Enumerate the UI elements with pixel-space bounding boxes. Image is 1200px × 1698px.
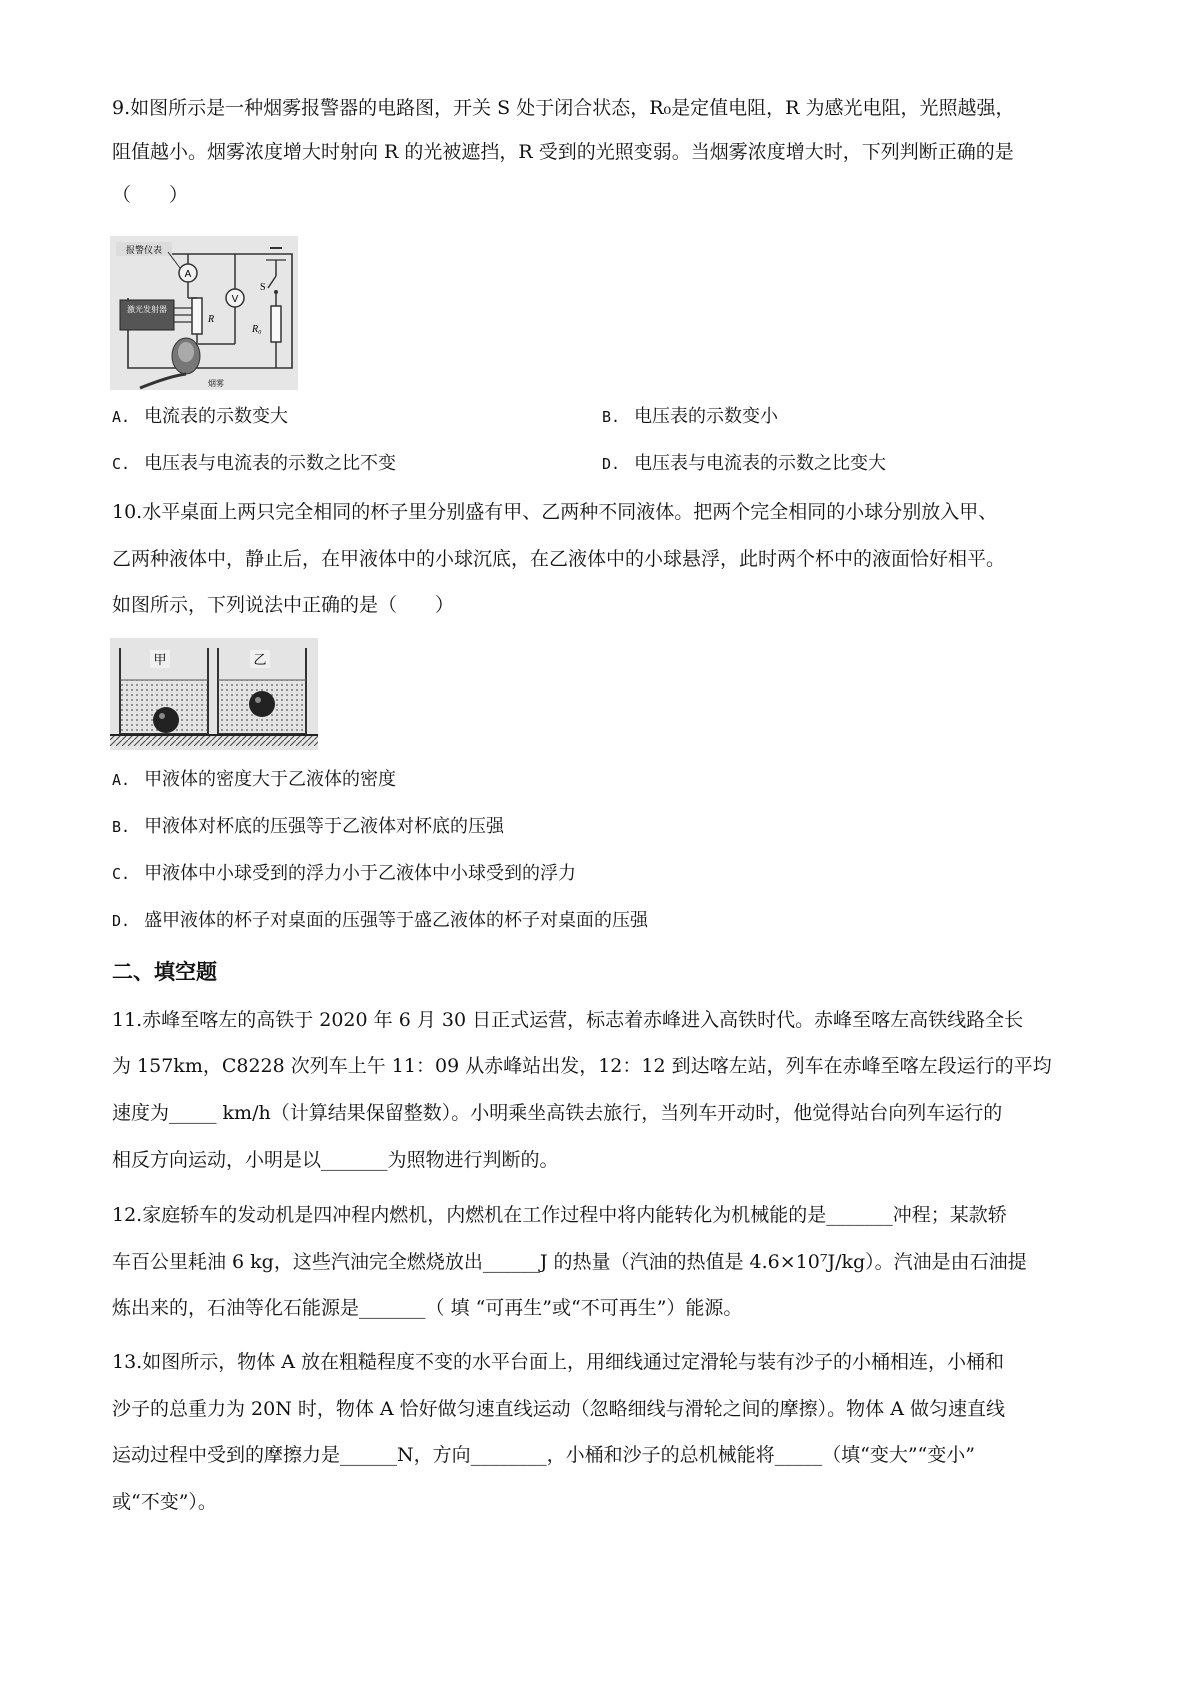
q9-line-3: （ ） [112, 184, 189, 206]
q11-line-1: 11.赤峰至喀左的高铁于 2020 年 6 月 30 日正式运营，标志着赤峰进入高铁时代。赤峰至喀左高铁线路全长 [112, 1009, 1024, 1031]
option-key: C. [112, 455, 131, 473]
q12-line-2: 车百公里耗油 6 kg，这些汽油完全燃烧放出______J 的热量（汽油的热值是 4.6×10⁷J/kg）。汽油是由石油提 [112, 1251, 1027, 1273]
option-key: A. [112, 408, 131, 426]
q10-option-b[interactable] [112, 815, 504, 839]
resistor-r-label: R [208, 314, 215, 325]
q9-line-1: 9.如图所示是一种烟雾报警器的电路图，开关 S 处于闭合状态，R₀是定值电阻，R 为感光电阻，光照越强， [112, 97, 1015, 119]
option-key: A. [112, 771, 131, 789]
q11-line-3: 速度为_____ km/h（计算结果保留整数）。小明乘坐高铁去旅行，当列车开动时，他觉得站台向列车运行的 [112, 1102, 1003, 1124]
q13-line-1: 13.如图所示，物体 A 放在粗糙程度不变的水平台面上，用细线通过定滑轮与装有沙子的小桶相连，小桶和 [112, 1351, 1005, 1373]
option-text: 电压表的示数变小 [634, 406, 779, 427]
option-text: 电流表的示数变大 [144, 406, 289, 427]
q9-option-a[interactable] [112, 405, 288, 429]
option-text: 甲液体中小球受到的浮力小于乙液体中小球受到的浮力 [144, 863, 577, 884]
option-key: D. [112, 912, 131, 930]
q11-line-4: 相反方向运动，小明是以_______为照物进行判断的。 [112, 1149, 559, 1171]
q10-option-c[interactable] [112, 862, 576, 886]
q13-line-3: 运动过程中受到的摩擦力是______N，方向________，小桶和沙子的总机械能将_____（填“变大”“变小” [112, 1444, 975, 1466]
q13-line-4: 或“不变”）。 [112, 1491, 217, 1513]
q13-line-2: 沙子的总重力为 20N 时，物体 A 恰好做匀速直线运动（忽略细线与滑轮之间的摩擦）。物体 A 做匀速直线 [112, 1398, 1005, 1420]
option-key: B. [602, 408, 621, 426]
q10-option-a[interactable] [112, 768, 396, 792]
option-key: D. [602, 455, 621, 473]
section-title-fill-in: 二、填空题 [112, 960, 217, 984]
cup-jia-label: 甲 [153, 653, 167, 668]
option-text: 甲液体对杯底的压强等于乙液体对杯底的压强 [144, 816, 505, 837]
q10-option-d[interactable] [112, 909, 648, 933]
switch-label: S [260, 282, 266, 293]
option-text: 电压表与电流表的示数之比不变 [144, 453, 397, 474]
resistor-r0-label: R₀ [252, 324, 262, 335]
laser-emitter-label: 激光发射器 [127, 305, 167, 314]
voltmeter-label: V [231, 294, 239, 305]
option-key: C. [112, 865, 131, 883]
q10-line-2: 乙两种液体中，静止后，在甲液体中的小球沉底，在乙液体中的小球悬浮，此时两个杯中的液面恰好相平。 [112, 548, 1006, 570]
option-text: 甲液体的密度大于乙液体的密度 [144, 769, 397, 790]
q12-line-3: 炼出来的，石油等化石能源是_______（ 填 “可再生”或“不可再生”）能源。 [112, 1297, 743, 1319]
option-text: 电压表与电流表的示数之比变大 [634, 453, 887, 474]
ammeter-label: A [184, 269, 192, 280]
option-key: B. [112, 818, 131, 836]
q9-option-b[interactable] [602, 405, 778, 429]
smoke-label: 烟雾 [208, 379, 224, 388]
q10-line-3: 如图所示，下列说法中正确的是（ ） [112, 594, 455, 616]
q9-line-2: 阻值越小。烟雾浓度增大时射向 R 的光被遮挡，R 受到的光照变弱。当烟雾浓度增大时，下列判断正确的是 [112, 141, 1014, 163]
q12-line-1: 12.家庭轿车的发动机是四冲程内燃机，内燃机在工作过程中将内能转化为机械能的是_______冲程；某款轿 [112, 1204, 1007, 1226]
two-cups-figure [110, 638, 318, 750]
smoke-alarm-circuit-figure [110, 236, 298, 390]
alarm-meter-label: 报警仪表 [125, 246, 163, 256]
q9-option-d[interactable] [602, 452, 886, 476]
cup-yi-label: 乙 [253, 653, 267, 668]
q11-line-2: 为 157km，C8228 次列车上午 11：09 从赤峰站出发，12：12 到达喀左站，列车在赤峰至喀左段运行的平均 [112, 1055, 1052, 1077]
option-text: 盛甲液体的杯子对桌面的压强等于盛乙液体的杯子对桌面的压强 [144, 910, 649, 931]
q9-option-c[interactable] [112, 452, 396, 476]
q10-line-1: 10.水平桌面上两只完全相同的杯子里分别盛有甲、乙两种不同液体。把两个完全相同的小球分别放入甲、 [112, 501, 998, 523]
